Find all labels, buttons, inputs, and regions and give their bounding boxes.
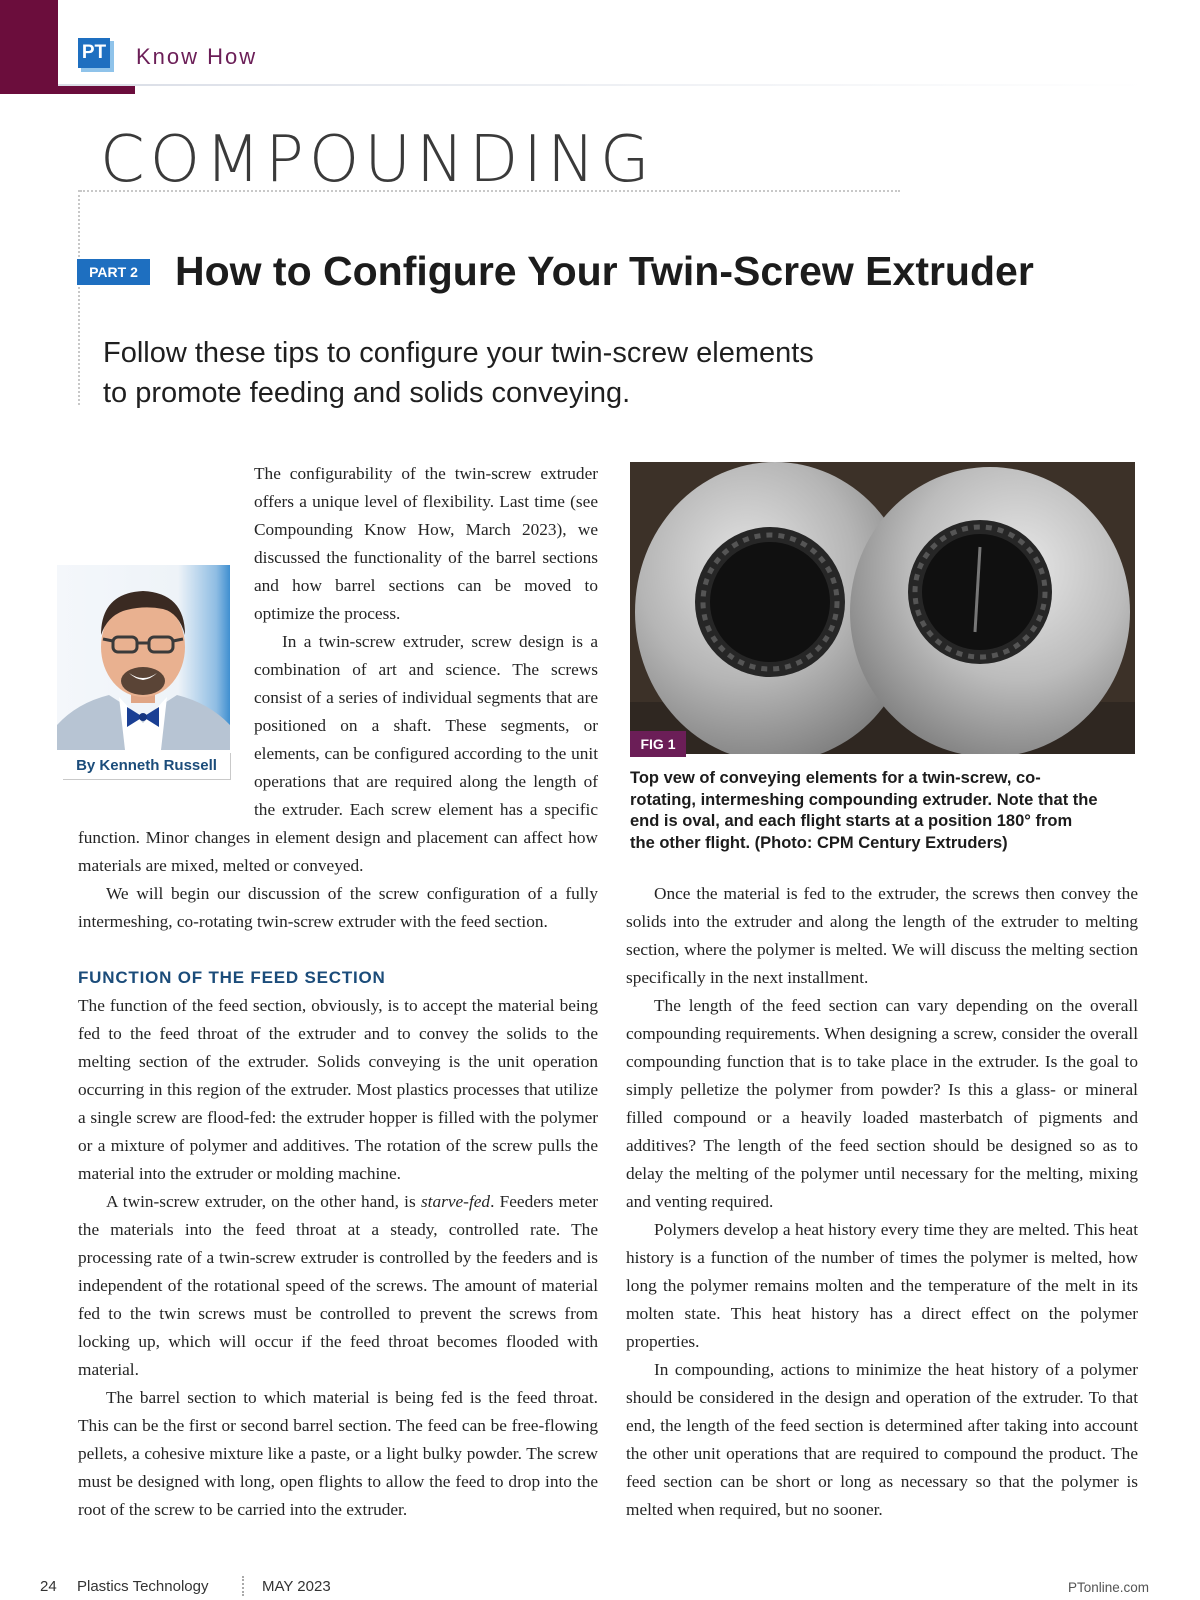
dotted-divider-vertical	[78, 190, 80, 405]
page-number: 24	[40, 1578, 57, 1595]
article-column-left	[78, 460, 598, 1524]
corner-accent	[0, 0, 58, 94]
photo-wrap-space	[78, 514, 254, 814]
paragraph: The barrel section to which material is being fed is the feed throat. This can be the first or second barrel section. The feed can be free-flowing pellets, a cohesive mixture like a paste, or a light bulky powder. The screw must be designed with long, open flights to allow the feed to drop into the root of the screw to be carried into the extruder.	[78, 1388, 598, 1519]
paragraph: Polymers develop a heat history every time they are melted. This heat history is a function of the number of times the polymer is melted, how long the polymer remains molten and the temperature of the melt in its molten state. This heat history has a direct effect on the polymer properties.	[626, 1220, 1138, 1351]
section-tag: Know How	[136, 44, 258, 69]
figure-label: FIG 1	[630, 731, 686, 757]
paragraph: We will begin our discussion of the screw configuration of a fully intermeshing, co-rotating twin-screw extruder with the feed section.	[78, 884, 598, 931]
figure-caption: Top vew of conveying elements for a twin-screw, co-rotating, intermeshing compounding extruder. Note that the end is oval, and each flight starts at a position 180° from the other flight. (Photo: CPM Century Extruders)	[630, 769, 1098, 852]
paragraph: A twin-screw extruder, on the other hand, is starve-fed. Feeders meter the materials into the feed throat at a steady, controlled rate. The processing rate of a twin-screw extruder is controlled by the feeders and is independent of the rotational speed of the screws. The amount of material fed to the twin screws must be controlled to prevent the screws from locking up, which will occur if the feed throat becomes flooded with material.	[78, 1192, 598, 1379]
paragraph: In a twin-screw extruder, screw design is a combination of art and science. The screws consist of a series of individual segments that are positioned on a shaft. These segments, or elements, can be configured according to the unit operations that are required along the length of the extruder. Each screw element has a specific function. Minor changes in element design and placement can affect how materials are mixed, melted or conveyed.	[78, 632, 598, 875]
author-byline: By Kenneth Russell	[63, 753, 231, 780]
paragraph: The function of the feed section, obviously, is to accept the material being fed to the feed throat of the extruder and to convey the solids to the melting section of the extruder. Solids conveying is the unit operation occurring in this region of the extruder. Most plastics processes that utilize a single screw are flood-fed: the extruder hopper is filled with the polymer or a mixture of polymer and additives. The rotation of the screw pulls the material into the extruder or molding machine.	[78, 996, 598, 1183]
paragraph: In compounding, actions to minimize the heat history of a polymer should be considered in the design and operation of the extruder. To that end, the length of the feed section is determined after taking into account the other unit operations that are required to compound the product. The feed section can be short or long as necessary so that the polymer is melted when required, but no sooner.	[626, 1360, 1138, 1519]
paragraph: Once the material is fed to the extruder, the screws then convey the solids into the extruder and along the length of the extruder to melting section, where the polymer is melted. We will discuss the melting section specifically in the next installment.	[626, 884, 1138, 987]
part-badge: PART 2	[77, 259, 150, 285]
dotted-divider	[80, 190, 900, 192]
department-kicker: COMPOUNDING	[100, 123, 655, 197]
twin-screw-photo	[630, 462, 1135, 754]
pt-logo-text: PT	[78, 38, 110, 68]
footer-separator	[242, 1576, 244, 1596]
section-subhead: FUNCTION OF THE FEED SECTION	[78, 968, 386, 987]
header-rule	[58, 84, 1148, 86]
publication-name: Plastics Technology	[77, 1578, 209, 1595]
article-deck	[103, 333, 903, 413]
corner-accent-bar	[0, 86, 135, 94]
deck-line-2: to promote feeding and solids conveying.	[103, 377, 631, 409]
paragraph: The configurability of the twin-screw extruder offers a unique level of flexibility. Last time (see Compounding Know How, March 2023), we discussed the functionality of the barrel sections and how barrel sections can be moved to optimize the process.	[254, 464, 598, 623]
figure-photo	[630, 462, 1135, 754]
paragraph: The length of the feed section can vary depending on the overall compounding requirements. When designing a screw, consider the overall compounding function that is to take place in the extruder. Is the goal to simply pelletize the polymer from powder? Is this a glass- or mineral filled compound or a heavily loaded masterbatch of pigments and additives? The length of the feed section should be designed so as to delay the melting of the polymer until necessary for the melting, mixing and venting required.	[626, 996, 1138, 1211]
article-title: How to Configure Your Twin-Screw Extruder	[175, 248, 1034, 294]
deck-line-1: Follow these tips to configure your twin-screw elements	[103, 337, 814, 369]
article-column-right	[626, 880, 1138, 1524]
issue-date: MAY 2023	[262, 1578, 331, 1595]
website-link[interactable]: PTonline.com	[1068, 1580, 1150, 1595]
pt-logo	[78, 38, 114, 72]
